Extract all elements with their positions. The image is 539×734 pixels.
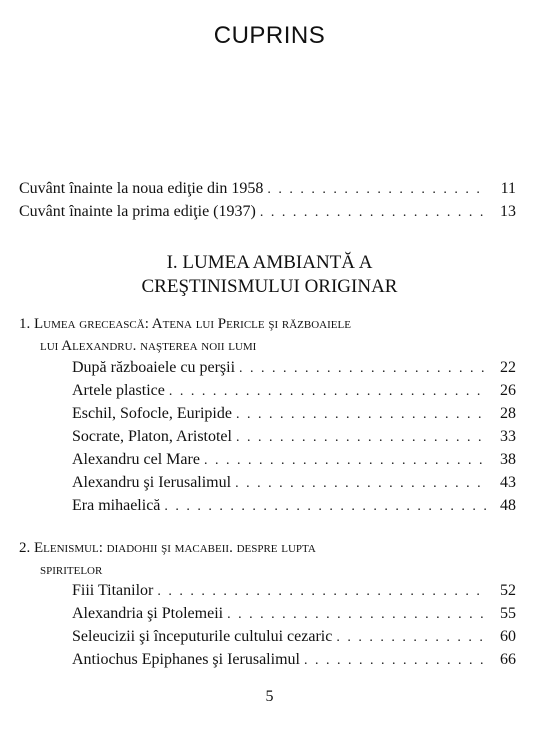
toc-entry[interactable] <box>72 357 516 379</box>
toc-entry-label: Alexandru şi Ierusalimul <box>72 474 232 491</box>
toc-entry-page: 13 <box>500 203 516 220</box>
leader-dots <box>236 427 486 449</box>
toc-entry[interactable] <box>72 472 516 494</box>
toc-entry-label: Antiochus Epiphanes şi Ierusalimul <box>72 651 300 668</box>
toc-entry-label: După războaiele cu perşii <box>72 359 236 376</box>
toc-entry-page: 52 <box>500 582 516 599</box>
toc-entry[interactable] <box>72 403 516 425</box>
leader-dots <box>267 179 486 201</box>
toc-entry-page: 38 <box>500 451 516 468</box>
leader-dots <box>157 581 486 603</box>
toc-entry-page: 43 <box>500 474 516 491</box>
toc-entry[interactable] <box>72 380 516 402</box>
toc-entry-page: 60 <box>500 628 516 645</box>
toc-entry-label: Era mihaelică <box>72 497 161 514</box>
toc-entry-page: 28 <box>500 405 516 422</box>
toc-entry[interactable] <box>72 626 516 648</box>
toc-entry-label: Alexandria şi Ptolemeii <box>72 605 224 622</box>
leader-dots <box>235 473 486 495</box>
part-heading-line1: I. LUMEA AMBIANTĂ A <box>166 252 373 273</box>
chapter-heading-line1: 1. Lumea grecească: Atena lui Pericle şi războaiele <box>19 316 351 332</box>
chapter-heading-line1: 2. Elenismul: diadohii şi macabeii. despre lupta <box>19 540 316 556</box>
toc-entry-page: 26 <box>500 382 516 399</box>
leader-dots <box>164 496 486 518</box>
toc-entry[interactable] <box>72 449 516 471</box>
toc-entry-page: 33 <box>500 428 516 445</box>
toc-entry[interactable] <box>19 201 516 223</box>
toc-entry-label: Seleucizii şi începuturile cultului cezaric <box>72 628 333 645</box>
toc-entry[interactable] <box>72 603 516 625</box>
toc-entry-label: Cuvânt înainte la prima ediţie (1937) <box>19 203 256 220</box>
toc-entry-page: 55 <box>500 605 516 622</box>
toc-entry-label: Eschil, Sofocle, Euripide <box>72 405 232 422</box>
leader-dots <box>204 450 486 472</box>
toc-entry-label: Fiii Titanilor <box>72 582 154 599</box>
toc-entry-page: 11 <box>500 180 516 197</box>
leader-dots <box>260 202 486 224</box>
toc-entry-label: Alexandru cel Mare <box>72 451 200 468</box>
toc-entry[interactable] <box>72 649 516 671</box>
leader-dots <box>304 650 486 672</box>
leader-dots <box>336 627 486 649</box>
leader-dots <box>239 358 486 380</box>
chapter-heading-line2: spiritelor <box>40 562 103 578</box>
toc-entry-label: Socrate, Platon, Aristotel <box>72 428 232 445</box>
toc-entry-page: 66 <box>500 651 516 668</box>
part-heading-line2: CREŞTINISMULUI ORIGINAR <box>141 276 398 297</box>
page-number: 5 <box>265 688 274 705</box>
toc-entry[interactable] <box>72 580 516 602</box>
toc-entry[interactable] <box>72 495 516 517</box>
leader-dots <box>236 404 486 426</box>
toc-entry-page: 22 <box>500 359 516 376</box>
page-title: CUPRINS <box>213 22 326 49</box>
leader-dots <box>227 604 486 626</box>
toc-entry[interactable] <box>19 178 516 200</box>
toc-entry-label: Artele plastice <box>72 382 165 399</box>
leader-dots <box>169 381 486 403</box>
toc-entry-label: Cuvânt înainte la noua ediţie din 1958 <box>19 180 264 197</box>
chapter-heading-line2: lui Alexandru. naşterea noii lumi <box>40 338 257 354</box>
toc-entry[interactable] <box>72 426 516 448</box>
toc-entry-page: 48 <box>500 497 516 514</box>
